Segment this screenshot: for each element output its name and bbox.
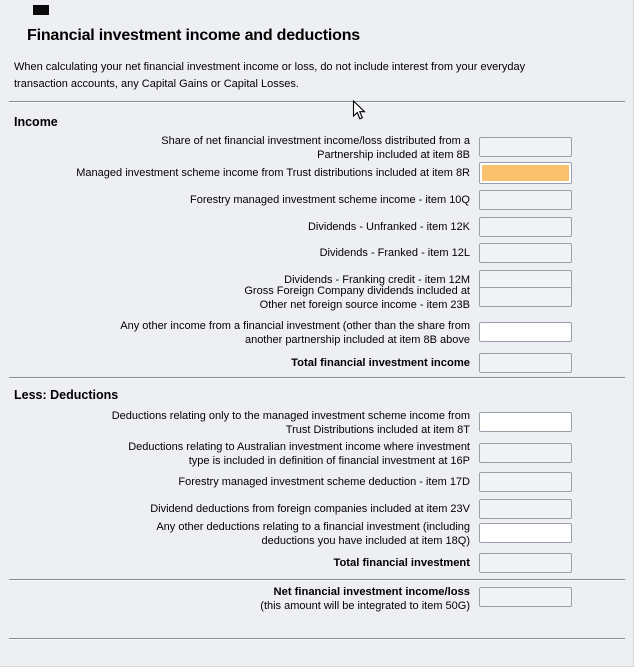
label-other-income: Any other income from a financial investment (other than the share from another partnership included at item 8B above (120, 320, 470, 346)
input-item-8b[interactable] (479, 137, 572, 157)
divider (9, 638, 625, 640)
label-total-deductions: Total financial investment (333, 557, 470, 569)
input-total-income[interactable] (479, 353, 572, 373)
label-other-deductions: Any other deductions relating to a financial investment (including deductions you have included at item 18Q) (156, 521, 470, 547)
divider (9, 377, 625, 379)
black-square-icon (33, 5, 49, 15)
label-item-12l: Dividends - Franked - item 12L (319, 247, 470, 259)
input-other-deductions[interactable] (479, 523, 572, 543)
input-item-17d[interactable] (479, 472, 572, 492)
label-total-income: Total financial investment income (291, 357, 470, 369)
divider (9, 101, 625, 103)
intro-line: When calculating your net financial investment income or loss, do not include interest from your everyday (14, 61, 526, 73)
label-item-16p: Deductions relating to Australian investment income where investment type is included in definition of financial investment at 16P (128, 441, 470, 467)
input-item-12k[interactable] (479, 217, 572, 237)
input-item-16p[interactable] (479, 443, 572, 463)
input-item-12l[interactable] (479, 243, 572, 263)
intro-text (14, 59, 525, 93)
label-item-17d: Forestry managed investment scheme deduction - item 17D (178, 476, 470, 488)
input-item-23b[interactable] (479, 287, 572, 307)
input-item-8r[interactable] (479, 162, 572, 184)
mouse-arrow-cursor (352, 100, 366, 121)
input-item-10q[interactable] (479, 190, 572, 210)
page-title: Financial investment income and deductions (27, 27, 360, 44)
label-net-income: Net financial investment income/loss (this amount will be integrated to item 50G) (260, 586, 470, 612)
divider (9, 579, 625, 581)
intro-line: transaction accounts, any Capital Gains or Capital Losses. (14, 78, 299, 90)
label-item-23v: Dividend deductions from foreign companies included at item 23V (150, 503, 470, 515)
input-net-income[interactable] (479, 587, 572, 607)
label-item-23b: Gross Foreign Company dividends included at Other net foreign source income - item 23B (244, 285, 470, 311)
input-total-deductions[interactable] (479, 553, 572, 573)
input-other-income[interactable] (479, 322, 572, 342)
section-heading-income: Income (14, 115, 58, 129)
highlighted-field-fill[interactable] (482, 165, 569, 181)
label-item-12m: Dividends - Franking credit - item 12M (284, 274, 470, 286)
input-item-23v[interactable] (479, 499, 572, 519)
input-item-8t[interactable] (479, 412, 572, 432)
label-item-8r: Managed investment scheme income from Trust distributions included at item 8R (76, 167, 470, 179)
label-item-8b: Share of net financial investment income/loss distributed from a Partnership included at item 8B (161, 135, 470, 161)
label-item-12k: Dividends - Unfranked - item 12K (307, 221, 470, 233)
section-heading-deductions: Less: Deductions (14, 388, 119, 402)
label-item-8t: Deductions relating only to the managed investment scheme income from Trust Distributions included at item 8T (111, 410, 470, 436)
label-item-10q: Forestry managed investment scheme income - item 10Q (189, 194, 470, 206)
